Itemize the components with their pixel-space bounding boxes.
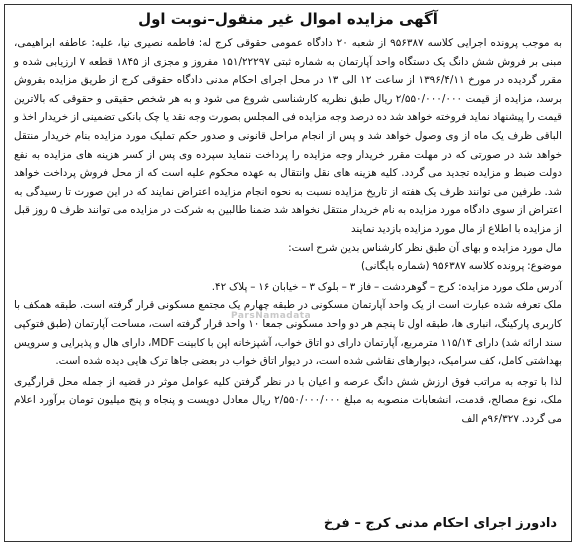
auction-notice — [4, 4, 572, 542]
watermark: ParsNamadata — [231, 311, 312, 321]
signature: دادورز اجرای احکام مدنی کرج – فرخ — [323, 516, 557, 531]
valuation-paragraph: لذا با توجه به مراتب فوق ارزش شش دانگ عرصه و اعیان با در نظر گرفتن کلیه عوامل موثر در قضیه از جمله محل قرارگیری ملک، نوع مصالح، قدمت، انشعابات منصوبه به مبلغ ۲/۵۵۰/۰۰۰/۰۰۰ ریال معادل دویست و پنجاه و پنج میلیون تومان برآورد اعلام می گردد. ۹۶/۳۲۷م الف — [14, 375, 563, 425]
appraisal-intro: مال مورد مزایده و بهای آن طبق نظر کارشناس بدین شرح است: — [288, 241, 562, 254]
property-description: ملک تعرفه شده عبارت است از یک واحد آپارتمان مسکونی در طبقه چهارم یک مجتمع مسکونی قرار گرفته است. طبقه همکف با کاربری پارکینگ، انباری ها، طبقه اول تا پنجم هر دو واحد مسکونی جمعا ۱۰ واحد قرار گرفته است، مساحت آپارتمان (طبق فتوکپی سند ارائه شد) دارای ۱۱۵/۱۴ مترمربع، آپارتمان دارای دو اتاق خواب، آشپزخانه اپن با کابینت MDF، دارای هال و پذیرایی و سرویس بهداشتی کامل، کف سرامیک، دیوارهای نقاشی شده است، در دیوار اتاق خواب در بعضی جاها ترک هایی دیده شده است. — [14, 299, 563, 368]
case-subject: موضوع: پرونده کلاسه ۹۵۶۳۸۷ (شماره بایگانی) — [360, 260, 562, 273]
property-address: آدرس ملک مورد مزایده: کرج – گوهردشت – فاز ۳ – بلوک ۳ – خیابان ۱۶ – پلاک ۴۲. — [211, 280, 562, 293]
notice-body-paragraph: به موجب پرونده اجرایی کلاسه ۹۵۶۳۸۷ از شعبه ۲۰ دادگاه عمومی حقوقی کرج له: فاطمه نصیری نیا، علیه: عاطفه ابراهیمی، مبنی بر فروش شش دانگ یک دستگاه واحد آپارتمان به شماره ثبتی ۱۵۱/۲۲۲۹۷ مفروز و مجزی از ۱۸۴۵ قطعه ۷ ارزیابی شده و مقرر گردیده در مورخ ۱۳۹۶/۴/۱۱ از ساعت ۱۲ الی ۱۳ در محل اجرای احکام مدنی دادگاه حقوقی کرج از طریق مزایده بفروش برسد، مزایده از قیمت ۲/۵۵۰/۰۰۰/۰۰۰ ریال طبق نظریه کارشناسی شروع می شود و به هر شخص حقیقی و حقوقی که بالاترین قیمت را پیشنهاد نماید فروخته خواهد شد ده درصد وجه مزایده فی المجلس بصورت وجه نقد یا چک بانکی تضمینی از خریدار اخذ و الباقی ظرف یک ماه از وی وصول خواهد شد و پس از انجام مراحل قانونی و صدور حکم تملیک مورد مزایده بنام خریدار منتقل خواهد شد در صورتی که در مهلت مقرر خریدار وجه مزایده را پرداخت ننماید سپرده وی پس از کسر هزینه های مزایده به نفع دولت ضبط و مزایده تجدید می گردد. کلیه هزینه های نقل وانتقال به عهده محکوم علیه است که از محل فروش پرداخت خواهد شد. طرفین می توانند ظرف یک هفته از تاریخ مزایده نسبت به نحوه انجام مزایده اعتراض نمایند که در این صورت تا رسیدگی به اعتراض از سوی دادگاه مورد مزایده به نام خریدار منتقل نخواهد شد ضمنا طالبین به شرکت در مزایده می توانند ظرف ۵ روز قبل از مزایده با اطلاع از مال مورد مزایده بازدید نمایند — [14, 37, 562, 235]
notice-title: آگهی مزایده اموال غیر منقول–نوبت اول — [138, 10, 438, 28]
